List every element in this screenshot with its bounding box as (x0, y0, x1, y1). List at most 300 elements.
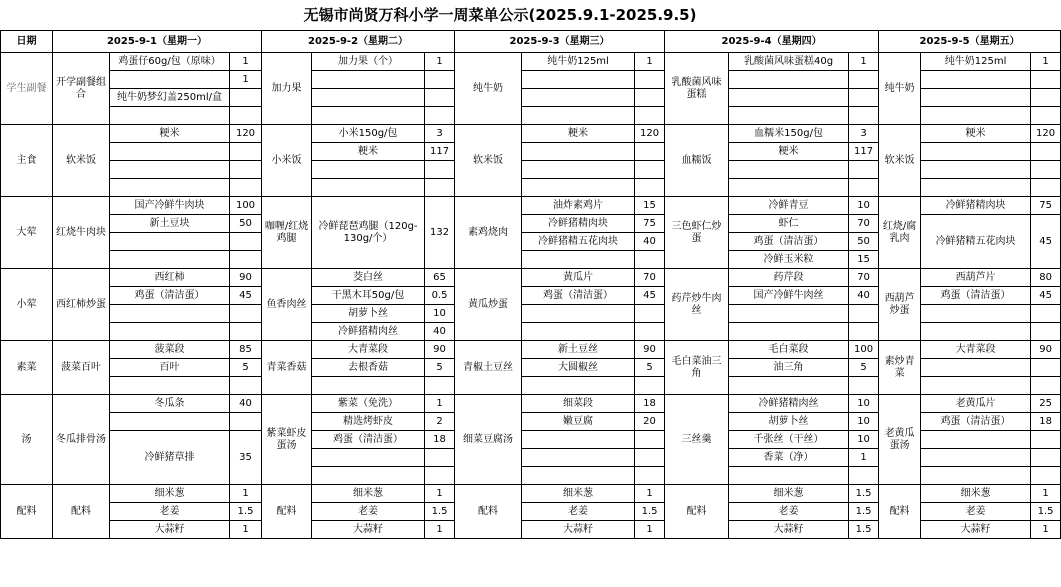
table-row (1, 395, 1061, 413)
ingredient-name (110, 413, 230, 431)
ingredient-name: 大蒜籽 (522, 521, 635, 539)
ingredient-name: 鸡蛋（清洁蛋） (729, 233, 849, 251)
ingredient-name: 细米葱 (921, 485, 1031, 503)
ingredient-qty: 1.5 (849, 485, 879, 503)
ingredient-name (522, 377, 635, 395)
dish-name: 配料 (53, 485, 110, 539)
ingredient-qty: 15 (635, 197, 665, 215)
ingredient-qty: 45 (1031, 215, 1061, 269)
ingredient-qty: 50 (230, 215, 262, 233)
ingredient-name (312, 107, 425, 125)
ingredient-qty: 117 (849, 143, 879, 161)
ingredient-name: 药芹段 (729, 269, 849, 287)
dish-name: 咖喱/红烧鸡腿 (262, 197, 312, 269)
ingredient-qty (425, 179, 455, 197)
ingredient-qty (230, 251, 262, 269)
ingredient-qty (1031, 323, 1061, 341)
ingredient-qty: 1 (425, 395, 455, 413)
ingredient-name: 国产冷鲜牛肉丝 (729, 287, 849, 305)
category-label: 配料 (1, 485, 53, 539)
ingredient-qty: 10 (849, 413, 879, 431)
ingredient-name: 毛白菜段 (729, 341, 849, 359)
ingredient-qty: 1 (849, 449, 879, 467)
ingredient-name: 黄瓜片 (522, 269, 635, 287)
ingredient-qty: 1.5 (635, 503, 665, 521)
ingredient-qty (230, 377, 262, 395)
ingredient-qty (635, 89, 665, 107)
ingredient-qty: 5 (230, 359, 262, 377)
ingredient-qty (230, 323, 262, 341)
ingredient-name (729, 179, 849, 197)
ingredient-name: 冬瓜条 (110, 395, 230, 413)
ingredient-name: 嫩豆腐 (522, 413, 635, 431)
day-header: 2025-9-1（星期一） (53, 31, 262, 53)
ingredient-qty: 1 (425, 521, 455, 539)
ingredient-qty (635, 161, 665, 179)
ingredient-qty (230, 107, 262, 125)
ingredient-name: 胡萝卜丝 (729, 413, 849, 431)
ingredient-qty: 18 (425, 431, 455, 449)
ingredient-qty: 40 (230, 395, 262, 413)
ingredient-qty (230, 161, 262, 179)
ingredient-qty: 5 (425, 359, 455, 377)
ingredient-name (729, 323, 849, 341)
ingredient-qty (1031, 431, 1061, 449)
ingredient-name: 冷鲜青豆 (729, 197, 849, 215)
category-label: 小荤 (1, 269, 53, 341)
ingredient-qty (425, 377, 455, 395)
ingredient-name (729, 467, 849, 485)
ingredient-qty: 1 (230, 521, 262, 539)
ingredient-qty (1031, 449, 1061, 467)
ingredient-qty: 40 (425, 323, 455, 341)
dish-name: 血糯饭 (665, 125, 729, 197)
ingredient-name (921, 305, 1031, 323)
ingredient-name (312, 179, 425, 197)
ingredient-name (522, 161, 635, 179)
ingredient-qty: 1 (230, 53, 262, 71)
ingredient-qty: 1 (849, 53, 879, 71)
dish-name: 西红柿炒蛋 (53, 269, 110, 341)
ingredient-name: 国产冷鲜牛肉块 (110, 197, 230, 215)
ingredient-name: 紫菜（免洗） (312, 395, 425, 413)
ingredient-qty (635, 431, 665, 449)
ingredient-qty: 3 (425, 125, 455, 143)
ingredient-qty: 1 (425, 53, 455, 71)
ingredient-name (921, 107, 1031, 125)
ingredient-name (729, 377, 849, 395)
ingredient-qty (425, 71, 455, 89)
ingredient-qty: 75 (635, 215, 665, 233)
ingredient-qty: 1 (230, 71, 262, 89)
ingredient-qty (230, 143, 262, 161)
ingredient-name: 细米葱 (522, 485, 635, 503)
ingredient-qty: 2 (425, 413, 455, 431)
ingredient-qty: 120 (230, 125, 262, 143)
dish-name: 小米饭 (262, 125, 312, 197)
ingredient-qty: 117 (425, 143, 455, 161)
dish-name: 素炒青菜 (879, 341, 921, 395)
dish-name: 黄瓜炒蛋 (455, 269, 522, 341)
ingredient-qty (425, 107, 455, 125)
ingredient-qty: 1.5 (425, 503, 455, 521)
ingredient-name: 老姜 (312, 503, 425, 521)
ingredient-name: 大蒜籽 (921, 521, 1031, 539)
dish-name: 纯牛奶 (455, 53, 522, 125)
day-header: 2025-9-2（星期二） (262, 31, 455, 53)
ingredient-qty: 18 (635, 395, 665, 413)
ingredient-name: 粳米 (522, 125, 635, 143)
ingredient-name: 粳米 (110, 125, 230, 143)
ingredient-qty (849, 467, 879, 485)
dish-name: 药芹炒牛肉丝 (665, 269, 729, 341)
dish-name: 开学副餐组合 (53, 53, 110, 125)
ingredient-name: 冷鲜猪精五花肉块 (921, 215, 1031, 269)
ingredient-name (522, 143, 635, 161)
ingredient-qty (849, 377, 879, 395)
ingredient-name (522, 179, 635, 197)
ingredient-name: 鸡蛋（清洁蛋） (921, 413, 1031, 431)
ingredient-qty: 1.5 (230, 503, 262, 521)
category-label: 学生副餐 (1, 53, 53, 125)
ingredient-name: 西红柿 (110, 269, 230, 287)
ingredient-qty: 1.5 (849, 503, 879, 521)
ingredient-qty (849, 89, 879, 107)
ingredient-qty: 100 (849, 341, 879, 359)
table-row (1, 341, 1061, 359)
ingredient-qty (635, 323, 665, 341)
ingredient-qty: 18 (1031, 413, 1061, 431)
ingredient-qty (635, 305, 665, 323)
ingredient-qty (230, 413, 262, 431)
ingredient-name: 大青菜段 (921, 341, 1031, 359)
ingredient-name: 虾仁 (729, 215, 849, 233)
dish-name: 鱼香肉丝 (262, 269, 312, 341)
ingredient-qty (1031, 359, 1061, 377)
ingredient-qty: 45 (635, 287, 665, 305)
ingredient-name (110, 71, 230, 89)
ingredient-qty (1031, 179, 1061, 197)
ingredient-name (921, 431, 1031, 449)
ingredient-qty: 90 (1031, 341, 1061, 359)
ingredient-name (312, 71, 425, 89)
ingredient-name (921, 161, 1031, 179)
ingredient-qty (635, 107, 665, 125)
ingredient-qty (425, 161, 455, 179)
table-row (1, 125, 1061, 143)
ingredient-qty: 90 (635, 341, 665, 359)
ingredient-name: 粳米 (921, 125, 1031, 143)
ingredient-name (110, 377, 230, 395)
ingredient-name: 油三角 (729, 359, 849, 377)
ingredient-qty (849, 179, 879, 197)
ingredient-qty (849, 323, 879, 341)
ingredient-name: 鸡蛋（清洁蛋） (522, 287, 635, 305)
dish-name: 三丝羹 (665, 395, 729, 485)
dish-name: 配料 (879, 485, 921, 539)
ingredient-qty (635, 449, 665, 467)
ingredient-name: 干黑木耳50g/包 (312, 287, 425, 305)
ingredient-name (110, 143, 230, 161)
dish-name: 细菜豆腐汤 (455, 395, 522, 485)
day-header: 2025-9-4（星期四） (665, 31, 879, 53)
ingredient-qty (230, 179, 262, 197)
ingredient-name: 冷鲜琵琶鸡腿（120g-130g/个） (312, 197, 425, 269)
ingredient-qty: 120 (635, 125, 665, 143)
ingredient-qty: 3 (849, 125, 879, 143)
ingredient-name (522, 251, 635, 269)
ingredient-name (312, 89, 425, 107)
category-label: 大荤 (1, 197, 53, 269)
ingredient-qty (230, 305, 262, 323)
ingredient-name: 老姜 (921, 503, 1031, 521)
ingredient-name: 老姜 (522, 503, 635, 521)
ingredient-qty (230, 233, 262, 251)
ingredient-name (729, 107, 849, 125)
ingredient-qty: 85 (230, 341, 262, 359)
ingredient-qty: 1 (425, 485, 455, 503)
ingredient-name: 大蒜籽 (312, 521, 425, 539)
ingredient-name: 冷鲜猪精五花肉块 (522, 233, 635, 251)
ingredient-name: 细米葱 (110, 485, 230, 503)
day-header: 2025-9-3（星期三） (455, 31, 665, 53)
ingredient-name (110, 305, 230, 323)
dish-name: 紫菜虾皮蛋汤 (262, 395, 312, 485)
ingredient-qty: 90 (230, 269, 262, 287)
ingredient-name: 乳酸菌风味蛋糕40g (729, 53, 849, 71)
menu-table (0, 30, 1061, 539)
ingredient-qty: 20 (635, 413, 665, 431)
ingredient-name: 细菜段 (522, 395, 635, 413)
ingredient-qty: 25 (1031, 395, 1061, 413)
ingredient-name: 血糯米150g/包 (729, 125, 849, 143)
page-title: 无锡市尚贤万科小学一周菜单公示(2025.9.1-2025.9.5) (303, 6, 697, 24)
ingredient-name: 新土豆丝 (522, 341, 635, 359)
category-label: 素菜 (1, 341, 53, 395)
ingredient-name (522, 431, 635, 449)
ingredient-name (921, 377, 1031, 395)
ingredient-name: 冷鲜猪精肉块 (522, 215, 635, 233)
ingredient-name (921, 359, 1031, 377)
ingredient-qty (635, 179, 665, 197)
ingredient-qty: 132 (425, 197, 455, 269)
ingredient-qty: 10 (849, 431, 879, 449)
ingredient-qty (635, 377, 665, 395)
ingredient-qty (849, 161, 879, 179)
ingredient-qty: 100 (230, 197, 262, 215)
day-header: 2025-9-5（星期五） (879, 31, 1061, 53)
ingredient-qty: 70 (849, 269, 879, 287)
dish-name: 软米饭 (879, 125, 921, 197)
ingredient-qty: 120 (1031, 125, 1061, 143)
ingredient-name: 老姜 (729, 503, 849, 521)
ingredient-name (729, 89, 849, 107)
dish-name: 冬瓜排骨汤 (53, 395, 110, 485)
ingredient-name (921, 89, 1031, 107)
ingredient-name (522, 107, 635, 125)
ingredient-name (921, 323, 1031, 341)
ingredient-qty: 45 (230, 287, 262, 305)
ingredient-qty: 1.5 (849, 521, 879, 539)
ingredient-name: 大青菜段 (312, 341, 425, 359)
ingredient-name: 老姜 (110, 503, 230, 521)
ingredient-qty: 1 (635, 485, 665, 503)
dish-name: 毛白菜油三角 (665, 341, 729, 395)
ingredient-name: 百叶 (110, 359, 230, 377)
ingredient-name (110, 323, 230, 341)
ingredient-qty (635, 143, 665, 161)
category-label: 主食 (1, 125, 53, 197)
ingredient-name: 鸡蛋（清洁蛋） (921, 287, 1031, 305)
ingredient-qty: 80 (1031, 269, 1061, 287)
dish-name: 软米饭 (53, 125, 110, 197)
ingredient-name: 冷鲜猪草排 (110, 431, 230, 485)
dish-name: 老黄瓜蛋汤 (879, 395, 921, 485)
ingredient-qty (635, 71, 665, 89)
ingredient-qty (425, 89, 455, 107)
ingredient-qty (849, 107, 879, 125)
ingredient-qty: 70 (635, 269, 665, 287)
ingredient-name: 精选烤虾皮 (312, 413, 425, 431)
ingredient-name (921, 71, 1031, 89)
ingredient-qty: 90 (425, 341, 455, 359)
ingredient-name (110, 179, 230, 197)
ingredient-name (110, 251, 230, 269)
ingredient-qty: 45 (1031, 287, 1061, 305)
ingredient-qty (1031, 71, 1061, 89)
category-label: 汤 (1, 395, 53, 485)
ingredient-name (729, 71, 849, 89)
ingredient-name (729, 305, 849, 323)
ingredient-name: 菠菜段 (110, 341, 230, 359)
ingredient-name (729, 161, 849, 179)
dish-name: 青椒土豆丝 (455, 341, 522, 395)
dish-name: 西葫芦炒蛋 (879, 269, 921, 341)
ingredient-name: 加力果（个） (312, 53, 425, 71)
header-row (1, 31, 1061, 53)
ingredient-qty (635, 467, 665, 485)
ingredient-name (312, 377, 425, 395)
ingredient-name (522, 305, 635, 323)
dish-name: 软米饭 (455, 125, 522, 197)
ingredient-name: 胡萝卜丝 (312, 305, 425, 323)
dish-name: 加力果 (262, 53, 312, 125)
ingredient-qty: 1 (1031, 521, 1061, 539)
ingredient-qty: 65 (425, 269, 455, 287)
ingredient-name: 纯牛奶梦幻盖250ml/盒 (110, 89, 230, 107)
ingredient-qty: 1 (1031, 53, 1061, 71)
dish-name: 菠菜百叶 (53, 341, 110, 395)
ingredient-name: 纯牛奶125ml (921, 53, 1031, 71)
ingredient-qty: 0.5 (425, 287, 455, 305)
ingredient-name (921, 467, 1031, 485)
ingredient-name (522, 449, 635, 467)
ingredient-name: 小米150g/包 (312, 125, 425, 143)
ingredient-qty (849, 71, 879, 89)
ingredient-qty: 40 (635, 233, 665, 251)
ingredient-qty (635, 251, 665, 269)
ingredient-qty: 1.5 (1031, 503, 1061, 521)
ingredient-qty (1031, 377, 1061, 395)
ingredient-name: 鸡蛋仔60g/包（原味） (110, 53, 230, 71)
ingredient-qty (1031, 89, 1061, 107)
dish-name: 配料 (262, 485, 312, 539)
ingredient-name (110, 107, 230, 125)
ingredient-qty: 70 (849, 215, 879, 233)
ingredient-name: 大蒜籽 (110, 521, 230, 539)
dish-name: 乳酸菌风味蛋糕 (665, 53, 729, 125)
ingredient-qty: 35 (230, 431, 262, 485)
ingredient-name: 去根香菇 (312, 359, 425, 377)
dish-name: 三色虾仁炒蛋 (665, 197, 729, 269)
ingredient-name: 大蒜籽 (729, 521, 849, 539)
table-row (1, 269, 1061, 287)
ingredient-name (522, 71, 635, 89)
ingredient-qty: 75 (1031, 197, 1061, 215)
ingredient-qty (1031, 143, 1061, 161)
ingredient-name (522, 89, 635, 107)
table-row (1, 485, 1061, 503)
ingredient-name: 冷鲜猪精肉丝 (312, 323, 425, 341)
ingredient-qty: 1 (230, 485, 262, 503)
ingredient-name: 冷鲜玉米粒 (729, 251, 849, 269)
ingredient-qty: 50 (849, 233, 879, 251)
ingredient-name (312, 467, 425, 485)
ingredient-name (110, 161, 230, 179)
date-header: 日期 (1, 31, 53, 53)
table-row (1, 197, 1061, 215)
ingredient-qty: 10 (849, 395, 879, 413)
ingredient-name: 鸡蛋（清洁蛋） (110, 287, 230, 305)
ingredient-qty: 40 (849, 287, 879, 305)
dish-name: 青菜香菇 (262, 341, 312, 395)
ingredient-name: 纯牛奶125ml (522, 53, 635, 71)
dish-name: 红烧/腐乳肉 (879, 197, 921, 269)
ingredient-name: 冷鲜猪精肉丝 (729, 395, 849, 413)
dish-name: 纯牛奶 (879, 53, 921, 125)
ingredient-name (522, 323, 635, 341)
ingredient-qty (1031, 305, 1061, 323)
ingredient-qty (425, 449, 455, 467)
ingredient-name (110, 233, 230, 251)
ingredient-name (312, 161, 425, 179)
ingredient-qty (425, 467, 455, 485)
ingredient-name (921, 449, 1031, 467)
ingredient-name: 细米葱 (312, 485, 425, 503)
ingredient-qty (1031, 467, 1061, 485)
ingredient-name: 粳米 (312, 143, 425, 161)
ingredient-qty (1031, 107, 1061, 125)
ingredient-name (921, 179, 1031, 197)
ingredient-name: 鸡蛋（清洁蛋） (312, 431, 425, 449)
ingredient-qty: 5 (849, 359, 879, 377)
ingredient-qty: 10 (425, 305, 455, 323)
ingredient-name (312, 449, 425, 467)
dish-name: 素鸡烧肉 (455, 197, 522, 269)
ingredient-qty: 10 (849, 197, 879, 215)
dish-name: 红烧牛肉块 (53, 197, 110, 269)
ingredient-qty: 1 (1031, 485, 1061, 503)
ingredient-name: 千张丝（干丝） (729, 431, 849, 449)
ingredient-name: 冷鲜猪精肉块 (921, 197, 1031, 215)
ingredient-qty (230, 89, 262, 107)
ingredient-name: 新土豆块 (110, 215, 230, 233)
ingredient-qty (1031, 161, 1061, 179)
ingredient-qty: 5 (635, 359, 665, 377)
ingredient-name (921, 143, 1031, 161)
ingredient-name: 茭白丝 (312, 269, 425, 287)
table-row (1, 53, 1061, 71)
